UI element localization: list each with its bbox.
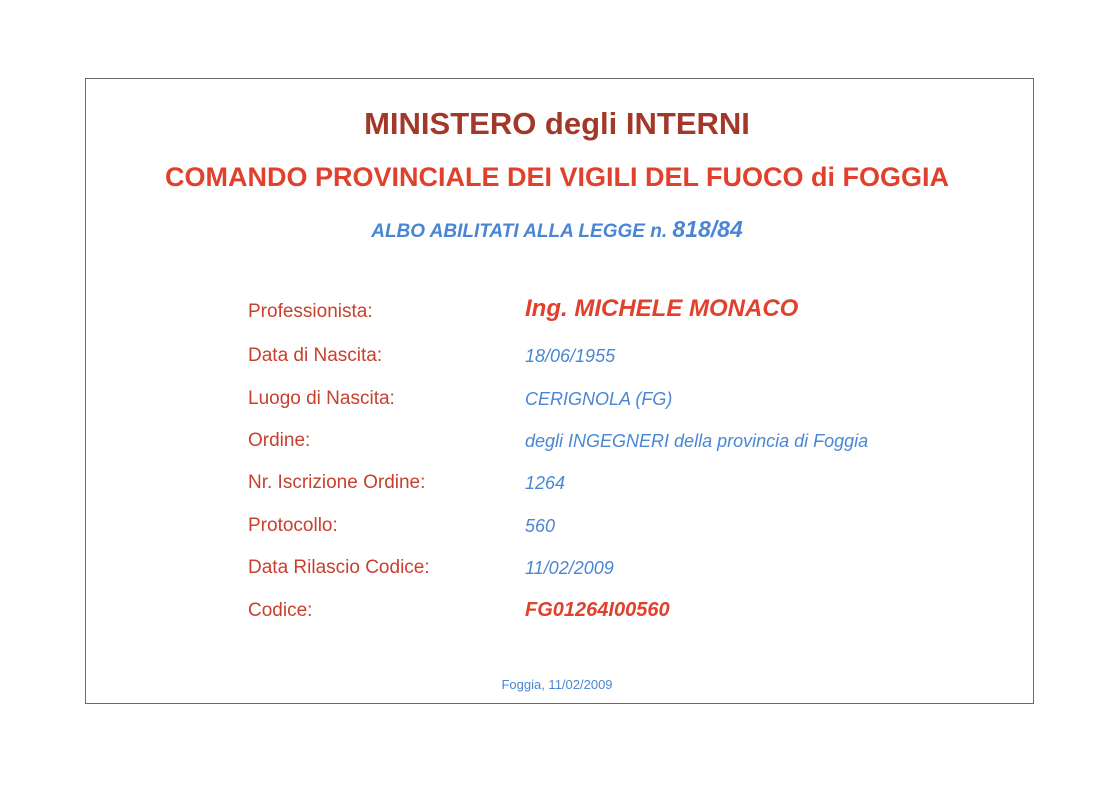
ministry-title: MINISTERO degli INTERNI <box>364 106 750 141</box>
birth-date-value: 18/06/1955 <box>525 346 616 366</box>
birth-place-label: Luogo di Nascita: <box>248 388 395 409</box>
row-birth-place <box>0 384 1114 414</box>
register-number: 818/84 <box>672 216 743 242</box>
command-title: COMANDO PROVINCIALE DEI VIGILI DEL FUOCO di FOGGIA <box>164 162 950 192</box>
code-label: Codice: <box>248 600 313 621</box>
code-issue-date-label: Data Rilascio Codice: <box>248 557 430 578</box>
professional-value: Ing. MICHELE MONACO <box>525 295 799 322</box>
row-code-issue-date <box>0 553 1114 583</box>
birth-place-value: CERIGNOLA (FG) <box>525 389 673 409</box>
row-order <box>0 426 1114 456</box>
row-professional <box>0 297 1114 327</box>
footer-place-date: Foggia, 11/02/2009 <box>501 677 613 692</box>
row-code <box>0 596 1114 626</box>
protocol-label: Protocollo: <box>248 515 338 536</box>
register-prefix: ALBO ABILITATI ALLA LEGGE n. <box>371 221 668 242</box>
order-value: degli INGEGNERI della provincia di Foggia <box>525 431 869 451</box>
professional-label: Professionista: <box>248 301 373 322</box>
row-order-registration <box>0 468 1114 498</box>
row-birth-date <box>0 341 1114 371</box>
register-title <box>0 216 1114 243</box>
code-value: FG01264I00560 <box>525 599 670 621</box>
birth-date-label: Data di Nascita: <box>248 345 383 366</box>
row-protocol <box>0 511 1114 541</box>
order-registration-label: Nr. Iscrizione Ordine: <box>248 472 426 493</box>
order-registration-value: 1264 <box>525 473 566 493</box>
code-issue-date-value: 11/02/2009 <box>525 558 614 578</box>
order-label: Ordine: <box>248 430 311 451</box>
protocol-value: 560 <box>525 516 556 536</box>
